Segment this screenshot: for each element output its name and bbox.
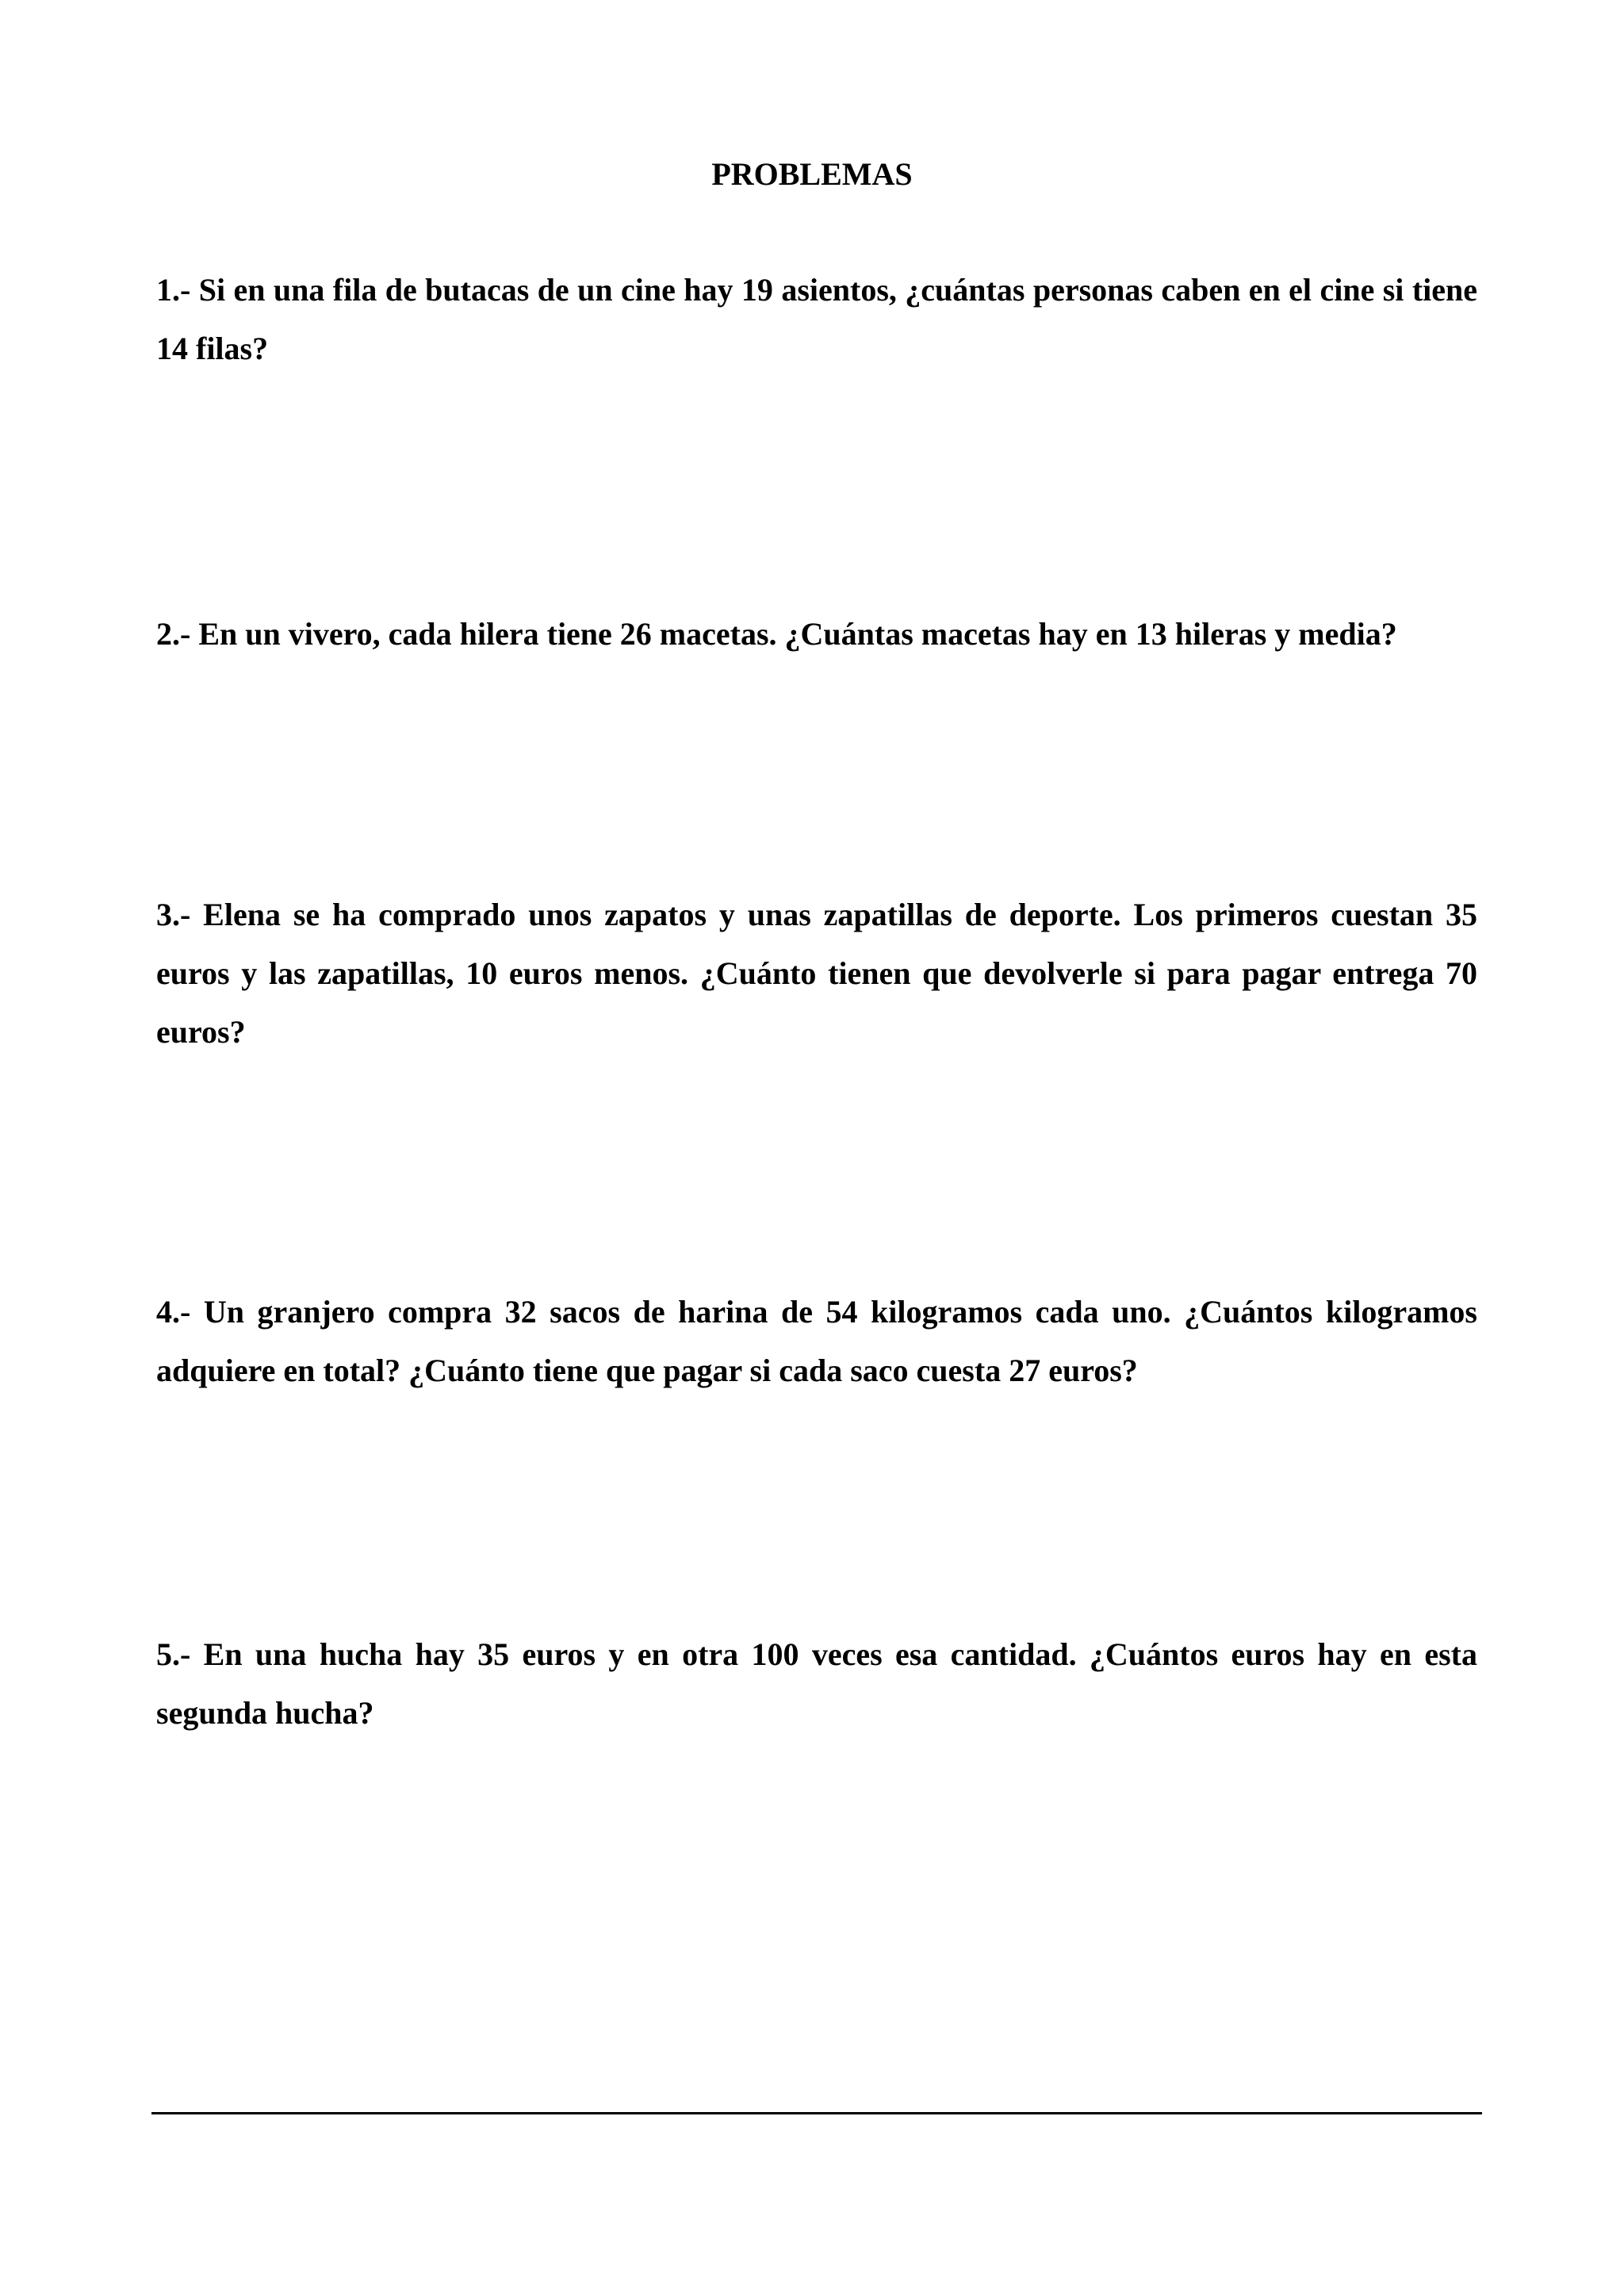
problem-4: 4.- Un granjero compra 32 sacos de harina de 54 kilogramos cada uno. ¿Cuántos kilogramos adquiere en total? ¿Cuánto tiene que pagar si cada saco cuesta 27 euros? <box>156 1294 1477 1388</box>
problem-5: 5.- En una hucha hay 35 euros y en otra 100 veces esa cantidad. ¿Cuántos euros hay en esta segunda hucha? <box>156 1636 1477 1731</box>
problem-3: 3.- Elena se ha comprado unos zapatos y unas zapatillas de deporte. Los primeros cuestan 35 euros y las zapatillas, 10 euros menos. ¿Cuánto tienen que devolverle si para pagar entrega 70 euros? <box>156 897 1477 1050</box>
problem-2: 2.- En un vivero, cada hilera tiene 26 macetas. ¿Cuántas macetas hay en 13 hileras y media? <box>156 616 1397 652</box>
page-title: PROBLEMAS <box>711 156 913 192</box>
problem-1: 1.- Si en una fila de butacas de un cine hay 19 asientos, ¿cuántas personas caben en el cine si tiene 14 filas? <box>156 272 1477 366</box>
footer-divider <box>151 2112 1482 2114</box>
